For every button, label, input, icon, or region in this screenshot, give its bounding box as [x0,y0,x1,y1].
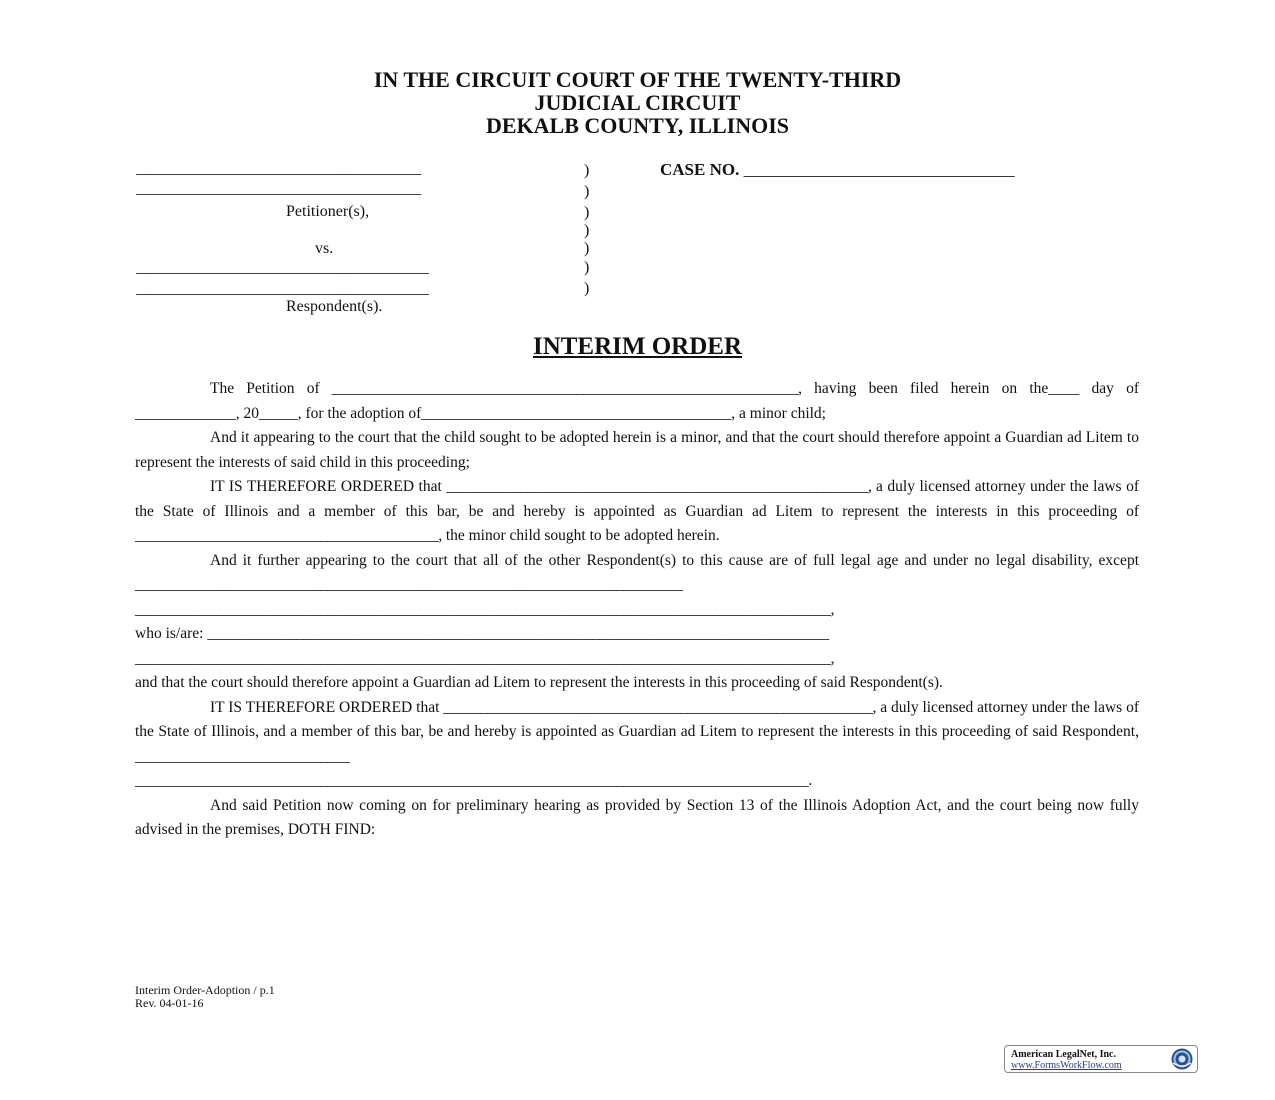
paragraph-minor-finding: And it appearing to the court that the child sought to be adopted herein is a minor, and that the court should therefore appoint a Guardian ad Litem to represent the interests of said child in this proceeding; [135,429,1139,471]
caption-parenthesis: ) [584,162,590,179]
case-number-label: CASE NO. [660,160,740,179]
logo-website-link[interactable]: www.FormsWorkFlow.com [1011,1060,1122,1071]
caption-parenthesis: ) [584,280,590,297]
legalnet-logo[interactable] [1004,1045,1198,1073]
caption-parenthesis: ) [584,259,590,276]
form-name: Interim Order-Adoption / p.1 [135,983,275,997]
court-header-line-1: IN THE CIRCUIT COURT OF THE TWENTY-THIRD [373,67,902,92]
respondent-attorney-blank[interactable]: __________________________________________________________ [443,698,873,716]
respondent-label: Respondent(s). [286,298,383,315]
revision-date: Rev. 04-01-16 [135,996,204,1010]
case-number [660,160,1014,180]
globe-icon [1170,1047,1194,1071]
minor-child-name-blank[interactable]: _________________________________________, [135,527,442,544]
petitioner-blank[interactable]: _______________________________________________________________ [331,380,799,397]
exception-blank[interactable]: __________________________________________________________________________ [135,576,683,593]
disability-blank[interactable]: ____________________________________________________________________________________ [207,625,829,642]
caption-parenthesis: ) [584,183,590,200]
document-title: INTERIM ORDER [532,333,743,360]
disability-blank-continued[interactable]: ______________________________________________________________________________________________, [135,649,835,667]
paragraph-text: IT IS THEREFORE ORDERED that [210,478,447,495]
paragraph-text: , a duly licensed attorney under the laws of the State of Illinois, and a member of this bar, be and hereby is appointed as Guardian ad Litem to represent the interests in this proceeding of said Respondent, [135,698,1139,740]
petitioner-name-blank-1[interactable]: _____________________________________ [136,160,421,177]
respondent-name-blank-continued[interactable]: ___________________________________________________________________________________________. [135,772,812,789]
paragraph-text: who is/are: [135,625,208,642]
paragraph-text: The Petition of [210,380,332,397]
caption-parenthesis: ) [584,222,590,239]
paragraph-preliminary-hearing: And said Petition now coming on for preliminary hearing as provided by Section 13 of the Illinois Adoption Act, and the court being now fully advised in the premises, DOTH FIND: [135,796,1139,838]
court-header [0,68,1275,137]
petitioner-name-blank-2[interactable]: _____________________________________ [136,180,421,197]
paragraph-order-child-gal [135,475,1139,549]
attorney-name-blank[interactable]: _________________________________________________________, [446,478,872,495]
court-header-line-2: JUDICIAL CIRCUIT [534,90,741,115]
versus-label: vs. [315,240,334,257]
caption-parenthesis: ) [584,204,590,221]
respondent-name-blank-2[interactable]: ______________________________________ [136,280,429,297]
exception-blank-continued[interactable]: ______________________________________________________________________________________________, [135,600,835,618]
logo-company-name: American LegalNet, Inc. [1011,1049,1116,1060]
paragraph-respondent-finding [135,549,1139,696]
paragraph-text: IT IS THEREFORE ORDERED that [210,698,444,716]
order-body [135,377,1139,843]
paragraph-petition [135,377,1139,426]
page-footer [135,984,275,1010]
case-number-blank[interactable]: _________________________________ [743,160,1015,179]
caption-parenthesis: ) [584,240,590,257]
paragraph-text: , having been filed herein on the____ day of _____________, 20_____, for the adoption of________________________________________, a minor child; [135,380,1139,422]
paragraph-text: the minor child sought to be adopted herein. [441,527,720,544]
paragraph-text: And it further appearing to the court that all of the other Respondent(s) to this cause are of full legal age and under no legal disability, except [210,551,1139,569]
respondent-name-blank[interactable]: _____________________________ [135,747,350,765]
paragraph-text: a duly licensed attorney under the laws of the State of Illinois and a member of this bar, be and hereby is appointed as Guardian ad Litem to represent the interests in this proceeding of [135,478,1139,520]
petitioner-label: Petitioner(s), [286,203,370,220]
paragraph-order-respondent-gal [135,696,1139,794]
paragraph-text: and that the court should therefore appoint a Guardian ad Litem to represent the interests in this proceeding of said Respondent(s). [135,674,943,691]
respondent-name-blank-1[interactable]: ______________________________________ [136,259,429,276]
court-header-line-3: DEKALB COUNTY, ILLINOIS [486,113,789,138]
